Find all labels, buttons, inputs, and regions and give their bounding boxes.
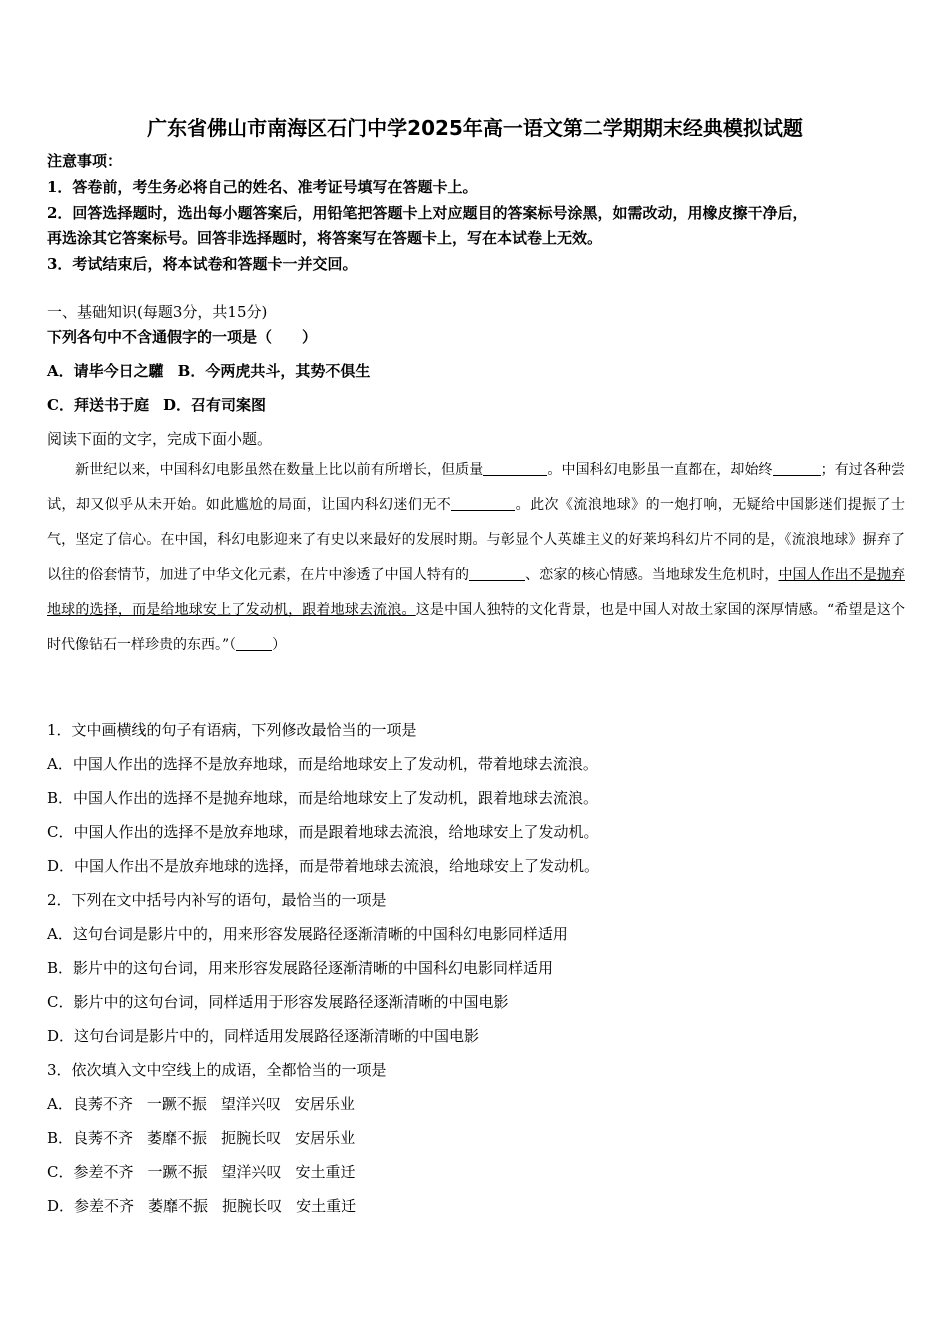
passage-text: 、恋家的核心情感。当地球发生危机时， [525, 567, 779, 583]
option-d [47, 1196, 356, 1216]
idiom: 萎靡不振 [148, 1197, 209, 1215]
idiom: 萎靡不振 [147, 1129, 208, 1147]
option-letter: B． [47, 1129, 74, 1147]
notice-item: 2．回答选择题时，选出每小题答案后，用铅笔把答题卡上对应题目的答案标号涂黑，如需改动，用橡皮擦干净后， [47, 204, 808, 222]
question-stem: 2．下列在文中括号内补写的语句，最恰当的一项是 [47, 891, 387, 909]
idiom: 安土重迁 [296, 1197, 357, 1215]
blank-line [483, 461, 547, 476]
blank-line [469, 566, 525, 581]
passage-text: 新世纪以来，中国科幻电影虽然在数量上比以前有所增长，但质量 [47, 462, 484, 478]
underlined-sentence: 中国人作出不是抛弃地球的选择，而是给地球安上了发动机，跟着地球去流浪。 [47, 567, 906, 618]
option-letter: C． [47, 1163, 74, 1181]
notice-heading: 注意事项： [47, 152, 123, 170]
question-stem: 3．依次填入文中空线上的成语，全都恰当的一项是 [47, 1061, 387, 1079]
option-row-ab [47, 361, 370, 381]
idiom: 一蹶不振 [147, 1163, 208, 1181]
option-d: D．中国人作出不是放弃地球的选择，而是带着地球去流浪，给地球安上了发动机。 [47, 857, 600, 875]
idiom: 参差不齐 [74, 1197, 135, 1215]
question-stem: 下列各句中不含通假字的一项是（ ） [47, 328, 318, 346]
passage-text: 。中国科幻电影虽一直都在，却始终 [547, 462, 773, 478]
option-b: B．今两虎共斗，其势不俱生 [177, 362, 371, 380]
option-a: A．中国人作出的选择不是放弃地球，而是给地球安上了发动机，带着地球去流浪。 [47, 755, 598, 773]
notice-item: 再选涂其它答案标号。回答非选择题时，将答案写在答题卡上，写在本试卷上无效。 [47, 229, 603, 247]
option-letter: A． [47, 1095, 73, 1113]
option-a: A．这句台词是影片中的，用来形容发展路径逐渐清晰的中国科幻电影同样适用 [47, 925, 568, 943]
blank-line [773, 461, 821, 476]
option-a [47, 1094, 355, 1114]
notice-item: 1．答卷前，考生务必将自己的姓名、准考证号填写在答题卡上。 [47, 178, 478, 196]
idiom: 扼腕长叹 [222, 1197, 283, 1215]
idiom: 良莠不齐 [73, 1129, 134, 1147]
reading-intro: 阅读下面的文字，完成下面小题。 [47, 430, 273, 448]
idiom: 安居乐业 [294, 1095, 355, 1113]
blank-line [236, 636, 272, 651]
option-c: C．拜送书于庭 [47, 396, 149, 414]
option-b: B．中国人作出的选择不是抛弃地球，而是给地球安上了发动机，跟着地球去流浪。 [47, 789, 599, 807]
passage-text: ；有过各种尝试，却又似乎从未开始。如此尴尬的局面，让国内科幻迷们无不 [47, 462, 906, 513]
blank-line [451, 496, 515, 511]
idiom: 良莠不齐 [72, 1095, 133, 1113]
passage-text: 。此次《流浪地球》的一炮打响，无疑给中国影迷们提振了士气，坚定了信心。在中国，科幻电影迎来了有史以来最好的发展时期。与彰显个人英雄主义的好莱坞科幻片不同的是，《流浪地球》摒弃了以往的俗套情节，加进了中华文化元素，在片中渗透了中国人特有的 [47, 497, 905, 583]
idiom: 望洋兴叹 [220, 1095, 281, 1113]
option-row-cd [47, 395, 266, 415]
option-d: D．召有司案图 [162, 396, 266, 414]
idiom: 一蹶不振 [146, 1095, 207, 1113]
notice-item: 3．考试结束后，将本试卷和答题卡一并交回。 [47, 255, 358, 273]
option-c: C．中国人作出的选择不是放弃地球，而是跟着地球去流浪，给地球安上了发动机。 [47, 823, 599, 841]
option-c: C．影片中的这句台词，同样适用于形容发展路径逐渐清晰的中国电影 [47, 993, 509, 1011]
passage-text: ） [272, 637, 287, 653]
idiom: 望洋兴叹 [221, 1163, 282, 1181]
reading-passage [47, 453, 905, 663]
idiom: 扼腕长叹 [221, 1129, 282, 1147]
page-title: 广东省佛山市南海区石门中学2025年高一语文第二学期期末经典模拟试题 [147, 116, 803, 140]
option-b: B．影片中的这句台词，用来形容发展路径逐渐清晰的中国科幻电影同样适用 [47, 959, 554, 977]
option-d: D．这句台词是影片中的，同样适用发展路径逐渐清晰的中国电影 [47, 1027, 480, 1045]
option-c [47, 1162, 356, 1182]
question-stem: 1．文中画横线的句子有语病，下列修改最恰当的一项是 [47, 721, 417, 739]
idiom: 安土重迁 [295, 1163, 356, 1181]
idiom: 安居乐业 [295, 1129, 356, 1147]
option-a: A．请毕今日之驩 [47, 362, 164, 380]
passage-text: 这是中国人独特的文化背景，也是中国人对故土家国的深厚情感。“希望是这个时代像钻石一样珍贵的东西。”（ [47, 602, 906, 653]
option-letter: D． [47, 1197, 75, 1215]
idiom: 参差不齐 [73, 1163, 134, 1181]
section-heading: 一、基础知识(每题3分，共15分) [47, 303, 268, 321]
option-b [47, 1128, 355, 1148]
